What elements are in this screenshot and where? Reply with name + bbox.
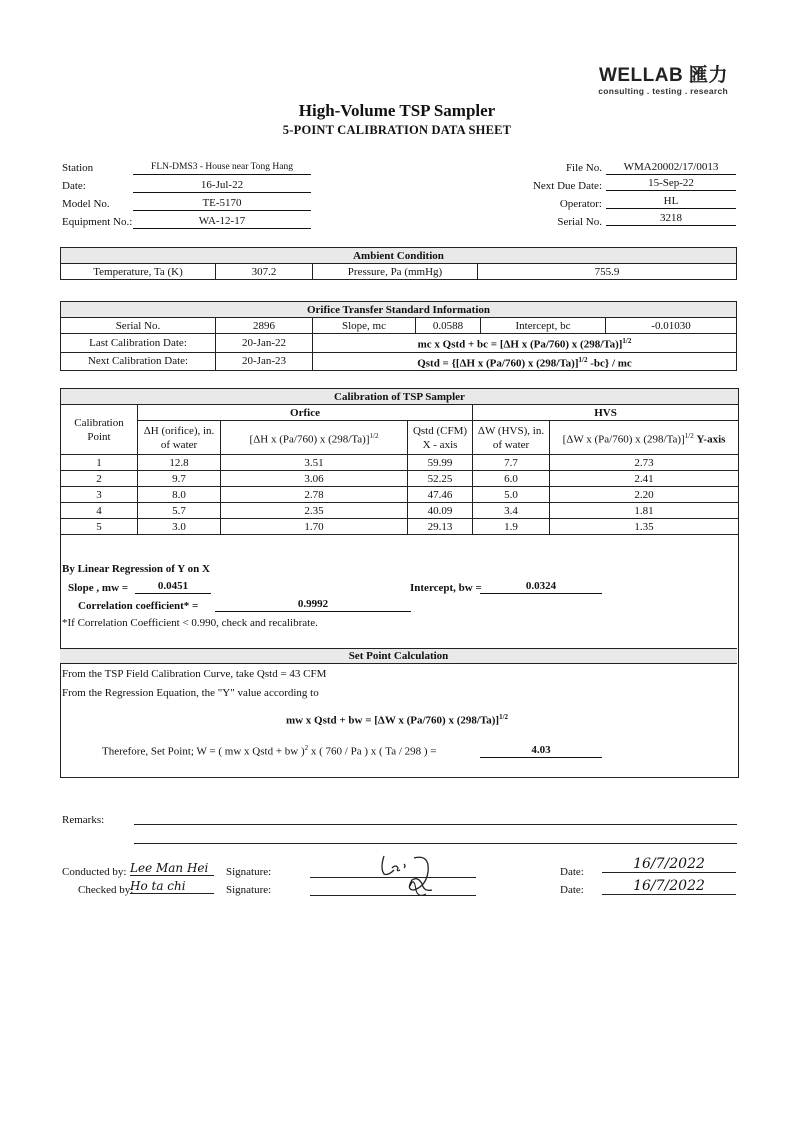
orifice-table xyxy=(60,301,737,371)
logo-tagline: consulting . testing . research xyxy=(598,86,728,96)
signature-label-2: Signature: xyxy=(226,884,272,896)
col-qstd: Qstd (CFM) X - axis xyxy=(408,421,473,455)
orifice-intercept-value: -0.01030 xyxy=(606,318,737,334)
cell-delta-w-expr: 1.35 xyxy=(550,519,739,535)
col-calibration-point: Calibration Point xyxy=(61,405,138,455)
signed-date-1: 16/7/2022 xyxy=(602,856,736,873)
cell-delta-w: 3.4 xyxy=(473,503,550,519)
col-delta-w-expr xyxy=(550,421,739,455)
regression-intercept-label: Intercept, bw = xyxy=(410,582,482,594)
orifice-slope-label: Slope, mc xyxy=(313,318,416,334)
model-value: TE-5170 xyxy=(133,197,311,211)
ambient-table xyxy=(60,247,737,280)
orifice-equation-2-exponent: 1/2 xyxy=(578,355,588,364)
equipment-value: WA-12-17 xyxy=(133,215,311,229)
next-cal-value: 20-Jan-23 xyxy=(216,352,313,371)
orifice-equation-2-tail: -bc} / mc xyxy=(587,357,632,370)
date-value: 16-Jul-22 xyxy=(133,179,311,193)
temp-label: Temperature, Ta (K) xyxy=(61,264,216,280)
temp-value: 307.2 xyxy=(216,264,313,280)
cell-qstd: 47.46 xyxy=(408,487,473,503)
cell-qstd: 29.13 xyxy=(408,519,473,535)
cell-delta-w: 5.0 xyxy=(473,487,550,503)
setpoint-equation-exponent: 1/2 xyxy=(499,713,509,721)
cell-delta-h-expr: 3.06 xyxy=(221,471,408,487)
regression-corr-label: Correlation coefficient* = xyxy=(78,600,199,612)
cell-point: 2 xyxy=(61,471,138,487)
table-row xyxy=(61,471,739,487)
cell-qstd: 40.09 xyxy=(408,503,473,519)
col-delta-w-expr-text: [ΔW x (Pa/760) x (298/Ta)] xyxy=(562,433,685,446)
orifice-intercept-label: Intercept, bc xyxy=(481,318,606,334)
calibration-table xyxy=(60,388,739,535)
cell-delta-w-expr: 2.73 xyxy=(550,455,739,471)
regression-corr-value: 0.9992 xyxy=(215,598,411,612)
regression-slope-label: Slope , mw = xyxy=(68,582,129,594)
cell-delta-h: 5.7 xyxy=(138,503,221,519)
cell-point: 1 xyxy=(61,455,138,471)
operator-label: Operator: xyxy=(559,198,602,210)
setpoint-header: Set Point Calculation xyxy=(60,648,737,664)
ambient-header: Ambient Condition xyxy=(61,248,737,264)
cell-point: 3 xyxy=(61,487,138,503)
remarks-line-1 xyxy=(134,824,737,825)
document-title: High-Volume TSP Sampler xyxy=(298,101,496,120)
cell-point: 4 xyxy=(61,503,138,519)
file-label: File No. xyxy=(565,162,602,174)
pressure-value: 755.9 xyxy=(478,264,737,280)
col-delta-h-expr-exponent: 1/2 xyxy=(369,431,379,440)
remarks-label: Remarks: xyxy=(62,814,105,826)
station-value: FLN-DMS3 - House near Tong Hang xyxy=(133,161,311,175)
setpoint-equation-text: mw x Qstd + bw = [ΔW x (Pa/760) x (298/Ta)] xyxy=(285,714,500,727)
col-delta-w-axis: Y-axis xyxy=(696,433,726,446)
calibration-header: Calibration of TSP Sampler xyxy=(61,389,739,405)
checked-name: Ho ta chi xyxy=(130,879,214,894)
last-cal-value: 20-Jan-22 xyxy=(216,334,313,353)
cell-delta-w: 6.0 xyxy=(473,471,550,487)
equipment-label: Equipment No.: xyxy=(62,216,133,228)
cell-qstd: 52.25 xyxy=(408,471,473,487)
col-delta-w-expr-exponent: 1/2 xyxy=(684,431,694,440)
cell-delta-w: 1.9 xyxy=(473,519,550,535)
table-row xyxy=(61,455,739,471)
model-label: Model No. xyxy=(62,198,110,210)
orifice-serial-value: 2896 xyxy=(216,318,313,334)
orifice-equation-1-exponent: 1/2 xyxy=(622,337,632,345)
setpoint-line-2: From the Regression Equation, the "Y" value according to xyxy=(62,687,319,699)
orifice-slope-value: 0.0588 xyxy=(416,318,481,334)
logo-brand: WELLAB 匯力 xyxy=(598,65,728,86)
regression-intercept-value: 0.0324 xyxy=(480,580,602,594)
cell-point: 5 xyxy=(61,519,138,535)
operator-value: HL xyxy=(606,195,736,209)
orifice-equation-1 xyxy=(313,334,737,353)
orifice-equation-1-text: mc x Qstd + bc = [ΔH x (Pa/760) x (298/Ta)] xyxy=(417,338,623,351)
cell-delta-h-expr: 1.70 xyxy=(221,519,408,535)
setpoint-formula-exponent: 2 xyxy=(304,744,309,752)
pressure-label: Pressure, Pa (mmHg) xyxy=(313,264,478,280)
remarks-line-2 xyxy=(134,843,737,844)
table-row xyxy=(61,519,739,535)
orifice-header: Orifice Transfer Standard Information xyxy=(61,302,737,318)
setpoint-equation xyxy=(0,713,794,727)
serial-label: Serial No. xyxy=(557,216,602,228)
checked-label: Checked by: xyxy=(78,884,134,896)
cell-delta-w-expr: 2.41 xyxy=(550,471,739,487)
handwritten-signature xyxy=(370,846,450,904)
date-label-1: Date: xyxy=(560,866,584,878)
regression-slope-value: 0.0451 xyxy=(135,580,211,594)
orifice-serial-label: Serial No. xyxy=(61,318,216,334)
col-delta-h-expr-text: [ΔH x (Pa/760) x (298/Ta)] xyxy=(249,433,370,446)
date-label-2: Date: xyxy=(560,884,584,896)
regression-note: *If Correlation Coefficient < 0.990, check and recalibrate. xyxy=(62,617,318,629)
next-cal-label: Next Calibration Date: xyxy=(61,352,216,371)
cell-delta-w-expr: 1.81 xyxy=(550,503,739,519)
cell-delta-w: 7.7 xyxy=(473,455,550,471)
orifice-equation-2 xyxy=(313,352,737,371)
cell-qstd: 59.99 xyxy=(408,455,473,471)
regression-heading: By Linear Regression of Y on X xyxy=(62,563,210,575)
last-cal-label: Last Calibration Date: xyxy=(61,334,216,353)
file-value: WMA20002/17/0013 xyxy=(606,161,736,175)
next-due-label: Next Due Date: xyxy=(532,180,602,192)
document-subtitle: 5-POINT CALIBRATION DATA SHEET xyxy=(282,123,512,137)
orifice-equation-2-text: Qstd = {[ΔH x (Pa/760) x (298/Ta)] xyxy=(417,357,579,370)
setpoint-formula xyxy=(102,744,437,758)
col-delta-h: ΔH (orifice), in. of water xyxy=(138,421,221,455)
cell-delta-h: 9.7 xyxy=(138,471,221,487)
cell-delta-h: 12.8 xyxy=(138,455,221,471)
cell-delta-h-expr: 2.78 xyxy=(221,487,408,503)
setpoint-formula-text: Therefore, Set Point; W = ( mw x Qstd + bw ) xyxy=(102,745,305,758)
col-orifice-group: Orfice xyxy=(138,405,473,421)
serial-value: 3218 xyxy=(606,212,736,226)
company-logo xyxy=(598,66,728,96)
cell-delta-h: 8.0 xyxy=(138,487,221,503)
cell-delta-h: 3.0 xyxy=(138,519,221,535)
col-hvs-group: HVS xyxy=(473,405,739,421)
col-delta-w: ΔW (HVS), in. of water xyxy=(473,421,550,455)
cell-delta-h-expr: 3.51 xyxy=(221,455,408,471)
signed-date-2: 16/7/2022 xyxy=(602,878,736,895)
station-label: Station xyxy=(62,162,94,174)
setpoint-line-1: From the TSP Field Calibration Curve, take Qstd = 43 CFM xyxy=(62,668,327,680)
setpoint-formula-tail: x ( 760 / Pa ) x ( Ta / 298 ) = xyxy=(308,745,437,758)
next-due-value: 15-Sep-22 xyxy=(606,177,736,191)
table-row xyxy=(61,487,739,503)
signature-label-1: Signature: xyxy=(226,866,272,878)
table-row xyxy=(61,503,739,519)
conducted-label: Conducted by: xyxy=(62,866,127,878)
cell-delta-w-expr: 2.20 xyxy=(550,487,739,503)
setpoint-value: 4.03 xyxy=(480,744,602,758)
cell-delta-h-expr: 2.35 xyxy=(221,503,408,519)
date-label: Date: xyxy=(62,180,86,192)
conducted-name: Lee Man Hei xyxy=(130,861,214,876)
col-delta-h-expr xyxy=(221,421,408,455)
